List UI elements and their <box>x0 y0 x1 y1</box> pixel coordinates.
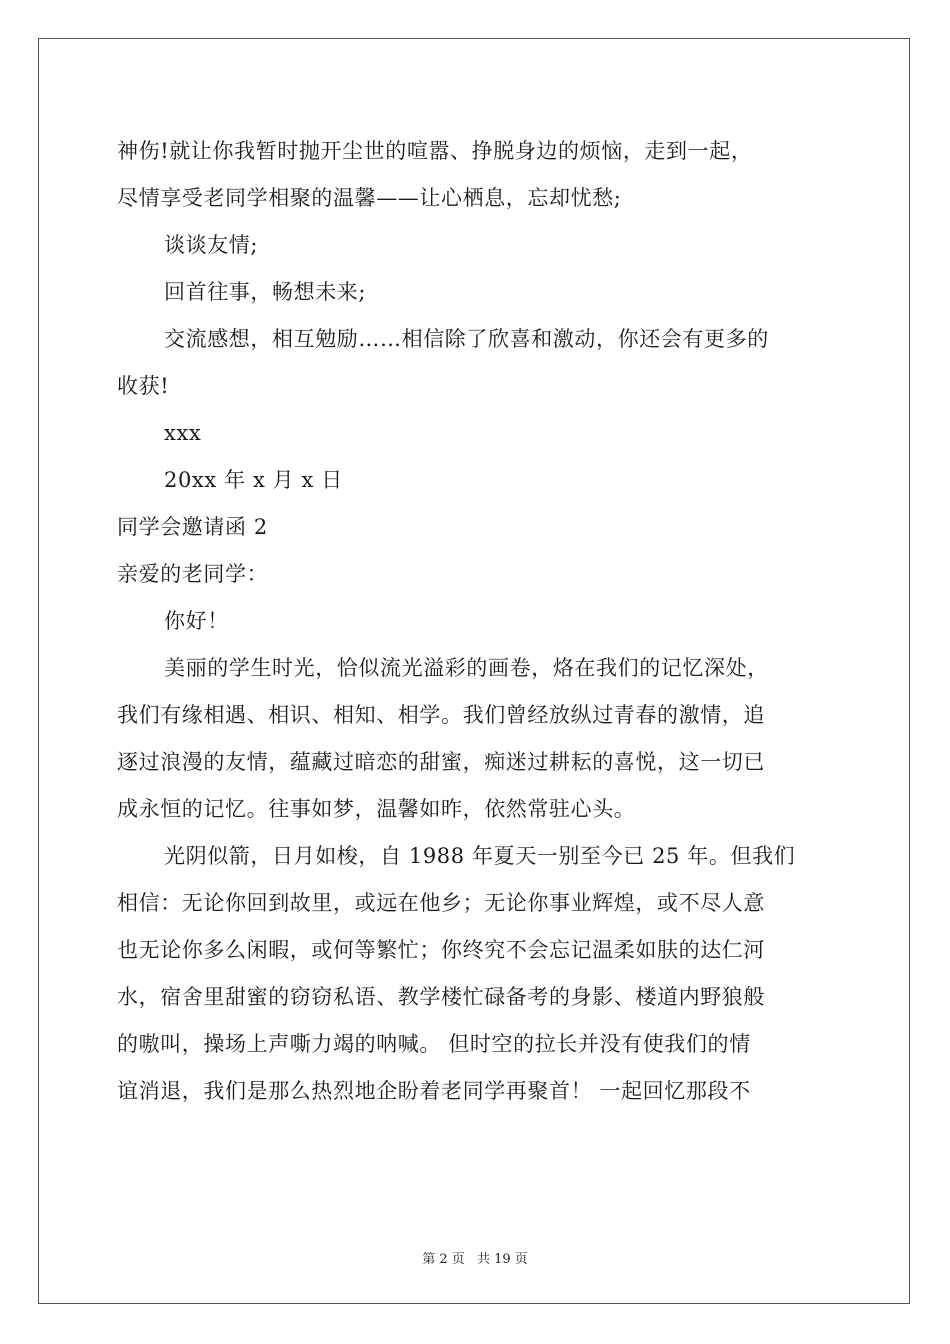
document-body <box>117 128 835 1115</box>
text-line: 亲爱的老同学： <box>117 562 269 586</box>
page-number: 第 2 页 <box>422 1252 465 1267</box>
text-line: 你好！ <box>164 609 229 633</box>
text-line: 相信：无论你回到故里，或远在他乡；无论你事业辉煌，或不尽人意 <box>117 891 765 915</box>
text-line: 光阴似箭，日月如梭，自 1988 年夏天一别至今已 25 年。但我们 <box>164 844 796 868</box>
page-footer <box>0 1248 950 1267</box>
page-total: 共 19 页 <box>476 1252 528 1267</box>
text-line: 回首往事，畅想未来; <box>164 280 367 304</box>
text-line: xxx <box>164 421 202 445</box>
text-line: 神伤!就让你我暂时抛开尘世的喧嚣、挣脱身边的烦恼，走到一起， <box>117 139 753 163</box>
text-line: 谊消退，我们是那么热烈地企盼着老同学再聚首！ 一起回忆那段不 <box>117 1079 751 1103</box>
text-line: 也无论你多么闲暇，或何等繁忙；你终究不会忘记温柔如肤的达仁河 <box>117 938 765 962</box>
text-line: 20xx 年 x 月 x 日 <box>164 468 343 492</box>
text-line: 我们有缘相遇、相识、相知、相学。我们曾经放纵过青春的激情，追 <box>117 703 765 727</box>
text-line: 水，宿舍里甜蜜的窃窃私语、教学楼忙碌备考的身影、楼道内野狼般 <box>117 985 765 1009</box>
text-line: 交流感想，相互勉励……相信除了欣喜和激动，你还会有更多的 <box>164 327 769 351</box>
text-line: 收获! <box>117 374 170 398</box>
text-line: 成永恒的记忆。往事如梦，温馨如昨，依然常驻心头。 <box>117 797 636 821</box>
text-line: 美丽的学生时光，恰似流光溢彩的画卷，烙在我们的记忆深处， <box>164 656 769 680</box>
text-line: 同学会邀请函 2 <box>117 515 268 539</box>
text-line: 逐过浪漫的友情，蕴藏过暗恋的甜蜜，痴迷过耕耘的喜悦，这一切已 <box>117 750 765 774</box>
text-line: 谈谈友情; <box>164 233 259 257</box>
text-line: 尽情享受老同学相聚的温馨——让心栖息，忘却忧愁; <box>117 186 622 210</box>
text-line: 的嗷叫，操场上声嘶力竭的呐喊。 但时空的拉长并没有使我们的情 <box>117 1032 751 1056</box>
